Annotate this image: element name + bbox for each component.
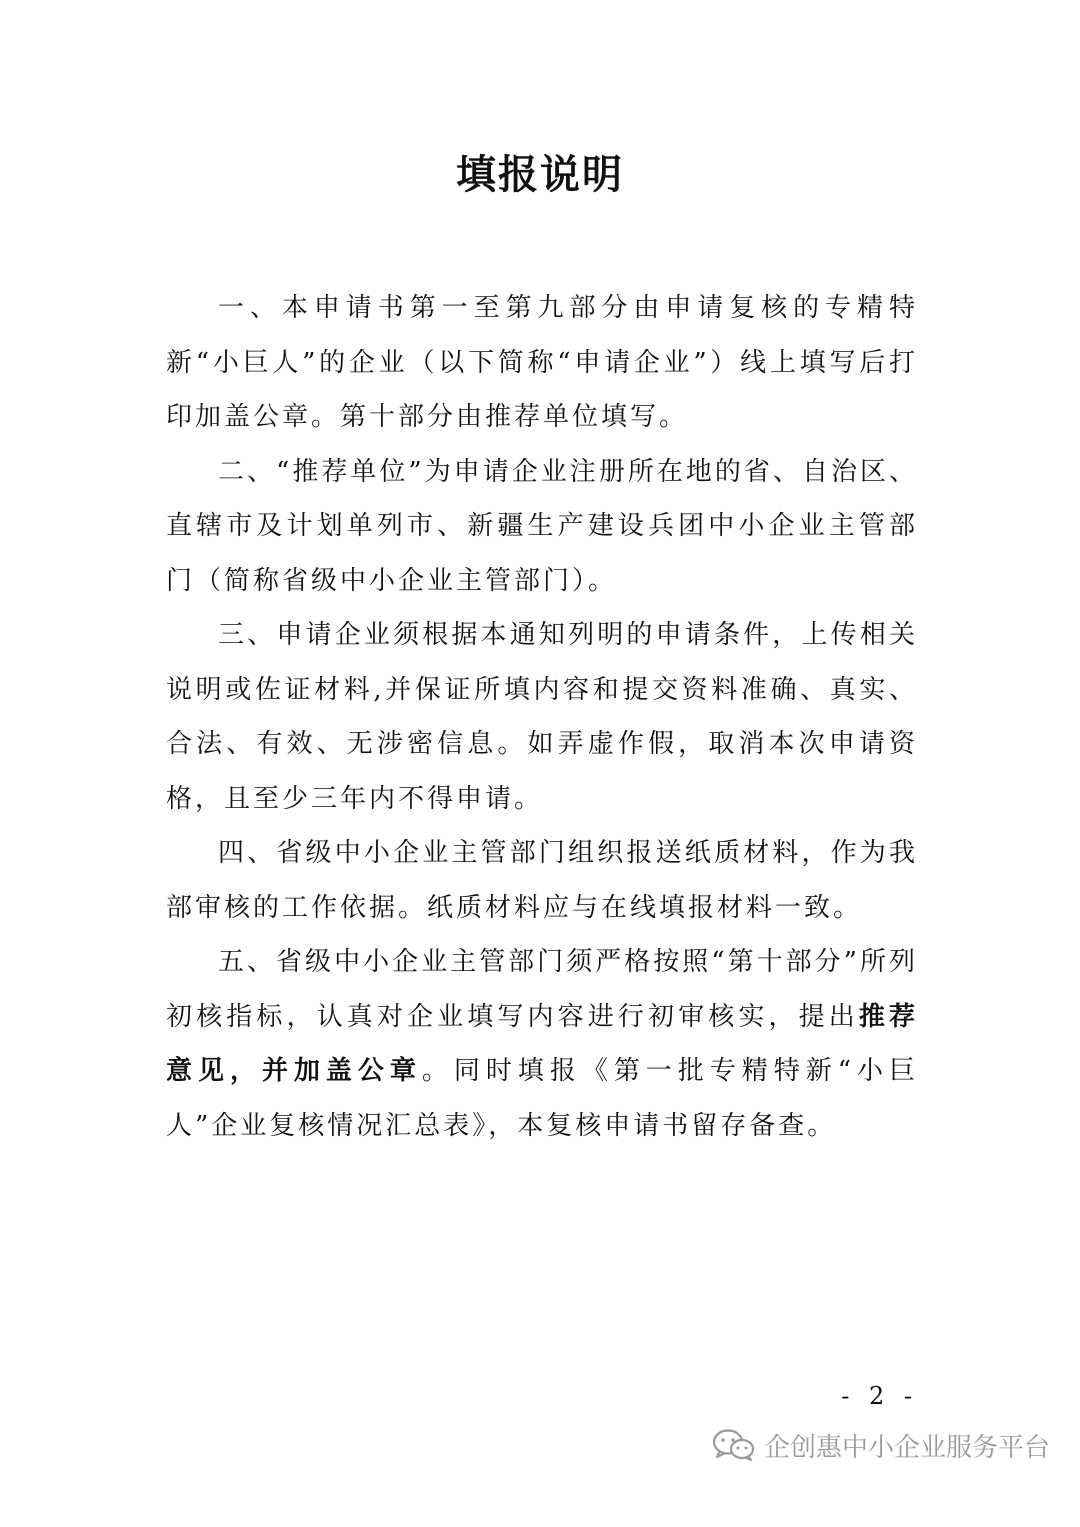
paragraph-5 xyxy=(166,935,918,1153)
paragraph-2-text: 二、“推荐单位”为申请企业注册所在地的省、自治区、直辖市及计划单列市、新疆生产建设兵团中小企业主管部门（简称省级中小企业主管部门）。 xyxy=(166,456,918,596)
paragraph-3-text: 三、申请企业须根据本通知列明的申请条件，上传相关说明或佐证材料,并保证所填内容和提交资料准确、真实、合法、有效、无涉密信息。如弄虚作假，取消本次申请资格，且至少三年内不得申请。 xyxy=(166,620,918,814)
paragraph-4-text: 四、省级中小企业主管部门组织报送纸质材料，作为我部审核的工作依据。纸质材料应与在线填报材料一致。 xyxy=(166,838,918,923)
paragraph-5-text-end: 。同时填报《第一批专精特新“小巨人”企业复核情况汇总表》，本复核申请书留存备查。 xyxy=(166,1056,918,1141)
paragraph-1 xyxy=(166,281,918,445)
paragraph-2 xyxy=(166,445,918,609)
paragraph-1-text: 一、本申请书第一至第九部分由申请复核的专精特新“小巨人”的企业（以下简称“申请企业”）线上填写后打印加盖公章。第十部分由推荐单位填写。 xyxy=(166,293,918,432)
page-number: - 2 - xyxy=(841,1382,918,1410)
watermark xyxy=(712,1427,1050,1463)
wechat-icon xyxy=(712,1428,756,1462)
paragraph-4 xyxy=(166,826,918,935)
paragraph-5-text-start: 五、省级中小企业主管部门须严格按照“第十部分”所列初核指标，认真对企业填写内容进行初审核实，提出 xyxy=(166,947,918,1032)
paragraph-3 xyxy=(166,608,918,826)
document-body xyxy=(166,281,918,1153)
page-title: 填报说明 xyxy=(456,152,624,198)
watermark-text: 企创惠中小企业服务平台 xyxy=(763,1432,1050,1463)
paragraph-5-bold-text: 推荐意见，并加盖公章 xyxy=(166,1001,918,1086)
